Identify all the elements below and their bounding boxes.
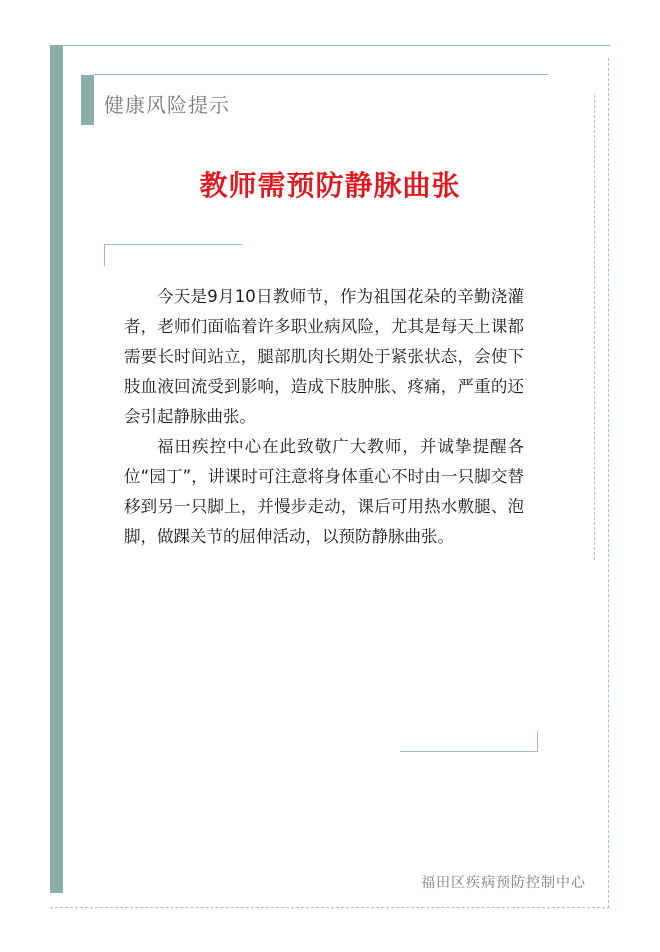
corner-bracket-top-left (104, 244, 242, 245)
category-label: 健康风险提示 (104, 93, 230, 117)
footer-organization: 福田区疾病预防控制中心 (421, 875, 586, 891)
article-paragraph: 今天是9月10日教师节，作为祖国花朵的辛勤浇灌者，老师们面临着许多职业病风险，尤其是每天上课都需要长时间站立，腿部肌肉长期处于紧张状态，会使下肢血液回流受到影响，造成下肢肿胀、疼痛，严重的还会引起静脉曲张。 (124, 287, 524, 426)
article-body (124, 282, 524, 552)
frame-bottom-dashed-line (50, 907, 610, 908)
article-title: 教师需预防静脉曲张 (199, 169, 461, 202)
corner-bracket-bottom-right (400, 751, 538, 752)
article-paragraph: 福田疾控中心在此致敬广大教师，并诚挚提醒各位“园丁”，讲课时可注意将身体重心不时由一只脚交替移到另一只脚上，并慢步走动，课后可用热水敷腿、泡脚，做踝关节的屈伸活动，以预防静脉曲张。 (124, 437, 524, 546)
header-line (94, 74, 548, 75)
corner-bracket-top-left-vertical (104, 244, 105, 266)
header-accent-bar (81, 75, 94, 125)
corner-bracket-bottom-right-vertical (537, 731, 538, 752)
frame-top-line (50, 45, 610, 46)
